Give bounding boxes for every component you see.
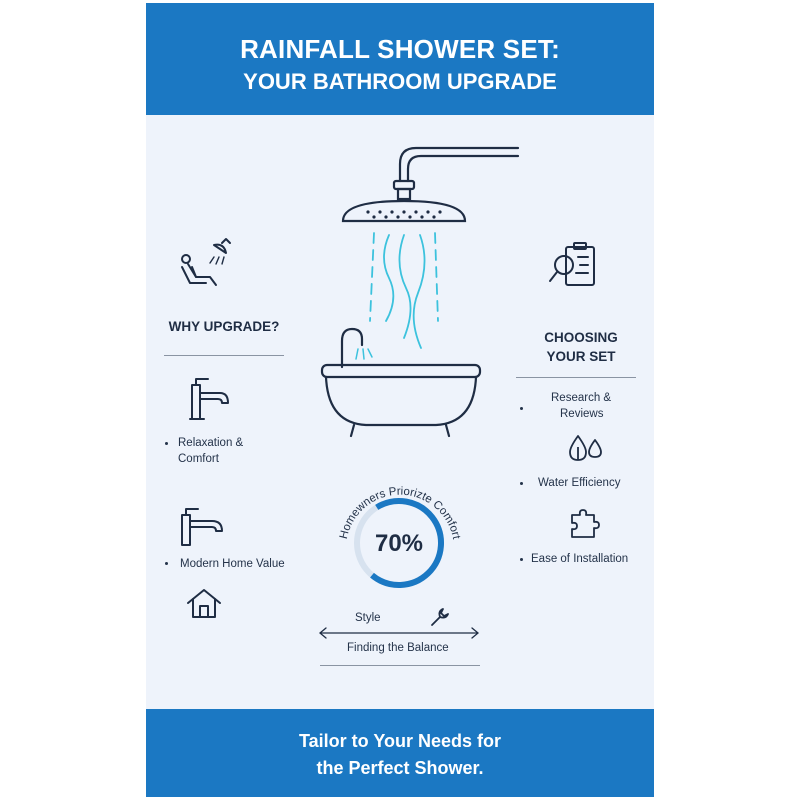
gauge-value: 70% (374, 530, 424, 557)
left-item-1-line-1: Relaxation & (178, 437, 244, 449)
puzzle-piece-icon (568, 507, 602, 541)
gauge-arc-text: Homewners Priorizte Comfort (337, 485, 463, 541)
relaxing-person-shower-icon (176, 237, 238, 293)
choosing-heading-line-2: YOUR SET (546, 349, 616, 364)
faucet-icon (178, 505, 228, 549)
footer-banner (146, 709, 654, 797)
house-icon (186, 587, 222, 619)
bullet (520, 558, 523, 561)
balance-top-label: Style (355, 612, 381, 624)
title-line-1: RAINFALL SHOWER SET: (240, 34, 560, 64)
faucet-icon (182, 375, 232, 423)
right-divider (516, 377, 636, 378)
title-line-2: YOUR BATHROOM UPGRADE (243, 69, 557, 94)
bullet (520, 407, 523, 410)
bullet (165, 442, 168, 445)
balance-divider (320, 665, 480, 666)
right-item-2-line-1: Water Efficiency (538, 477, 621, 489)
left-divider (164, 355, 284, 356)
right-item-3-line-1: Ease of Installation (531, 553, 629, 565)
bullet (520, 482, 523, 485)
footer-line-2: the Perfect Shower. (316, 758, 484, 778)
water-drops-icon (566, 433, 606, 463)
choosing-heading-line-1: CHOOSING (544, 330, 618, 345)
clipboard-magnifier-icon (548, 241, 600, 289)
left-item-2-line-1: Modern Home Value (180, 558, 285, 570)
right-item-1-line-1: Research & (551, 392, 612, 404)
double-arrow-icon (316, 625, 482, 641)
poster (146, 3, 654, 797)
balance-bottom-label: Finding the Balance (347, 642, 449, 654)
left-item-1-line-2: Comfort (178, 453, 219, 465)
bullet (165, 562, 168, 565)
why-upgrade-heading: WHY UPGRADE? (168, 319, 280, 334)
right-item-1-line-2: Reviews (560, 408, 604, 420)
comfort-gauge (329, 463, 469, 603)
footer-line-1: Tailor to Your Needs for (298, 731, 502, 751)
